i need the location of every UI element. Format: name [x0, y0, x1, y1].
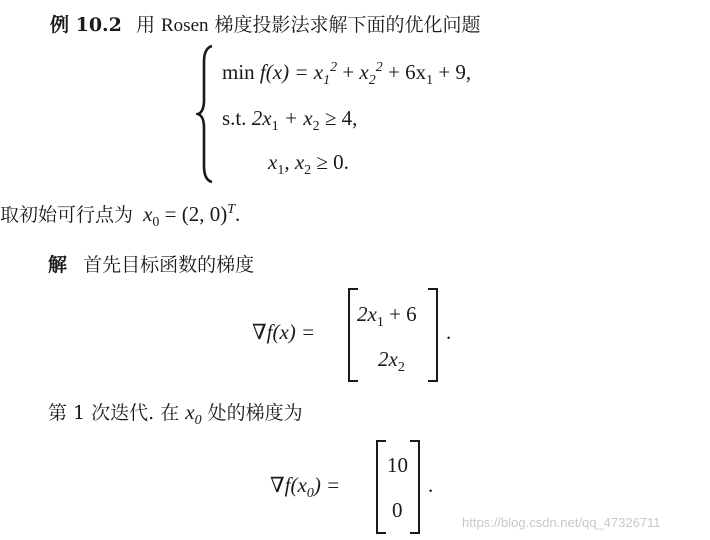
initial-text: 取初始可行点为 [0, 204, 134, 226]
title-post: 梯度投影法求解下面的优化问题 [214, 14, 481, 36]
gradient0-lhs: $\nabla f(x_0)$ = [270, 473, 341, 501]
constraint-line-1: s.t. $2x_1 + x_2 \ge 4$, [222, 106, 358, 134]
title-name: Rosen [161, 15, 209, 36]
c1-term: 2x [251, 106, 272, 130]
gradient0-right-bracket [410, 440, 420, 534]
c1-rest: + x [283, 106, 313, 130]
objective-tail: + 9, [438, 60, 472, 84]
gradient0-left-bracket [376, 440, 386, 534]
c2-mid: , x [284, 150, 305, 174]
st-label: s.t. [222, 106, 247, 130]
gradient-entry-2: $2x_2$ [378, 347, 405, 375]
example-heading [50, 10, 481, 37]
x2-var: $x_2^2$ [359, 60, 383, 88]
iteration-line [48, 398, 303, 428]
watermark-text: https://blog.csdn.net/qq_47326711 [462, 515, 661, 530]
iteration-text-post: 处的梯度为 [207, 402, 303, 424]
solution-heading [48, 250, 254, 277]
initial-point: $x_0 = (2$, 0)$^T$. [143, 202, 241, 230]
iteration-text-pre: 第 1 次迭代. 在 [48, 402, 180, 424]
objective-rhs: + 6x [387, 60, 427, 84]
gradient0-entry-2: 0 [392, 498, 403, 522]
solution-text: 首先目标函数的梯度 [83, 254, 255, 276]
gradient0-entry-1: 10 [387, 453, 408, 477]
gradient-right-bracket [428, 288, 438, 382]
example-label: 例 10.2 [50, 14, 122, 36]
gradient-entry-1: $2x_1 + 6$ [357, 302, 417, 330]
constraint-line-2: $x_1$, $x_2 \ge 0$. [268, 150, 349, 178]
initial-point-line [0, 200, 241, 230]
system-brace [196, 44, 216, 184]
c2-term: x [268, 150, 278, 174]
objective-lhs: f(x) = [259, 60, 309, 84]
gradient-tail: . [446, 320, 452, 344]
c2-tail: ≥ 0. [316, 150, 349, 174]
min-op: min [222, 60, 255, 84]
solution-label: 解 [48, 254, 68, 276]
gradient-lhs: ∇f(x) = [252, 320, 316, 344]
gradient0-tail: . [428, 473, 434, 497]
iteration-var: $x_0$ [185, 400, 202, 428]
x1-var: $x_1^2$ [313, 60, 338, 88]
objective-line: $\min f(x) = x_1^2 + x_2^2 + 6x_1 + 9$, [222, 60, 472, 88]
c1-tail: ≥ 4, [324, 106, 358, 130]
title-pre: 用 [135, 14, 155, 36]
